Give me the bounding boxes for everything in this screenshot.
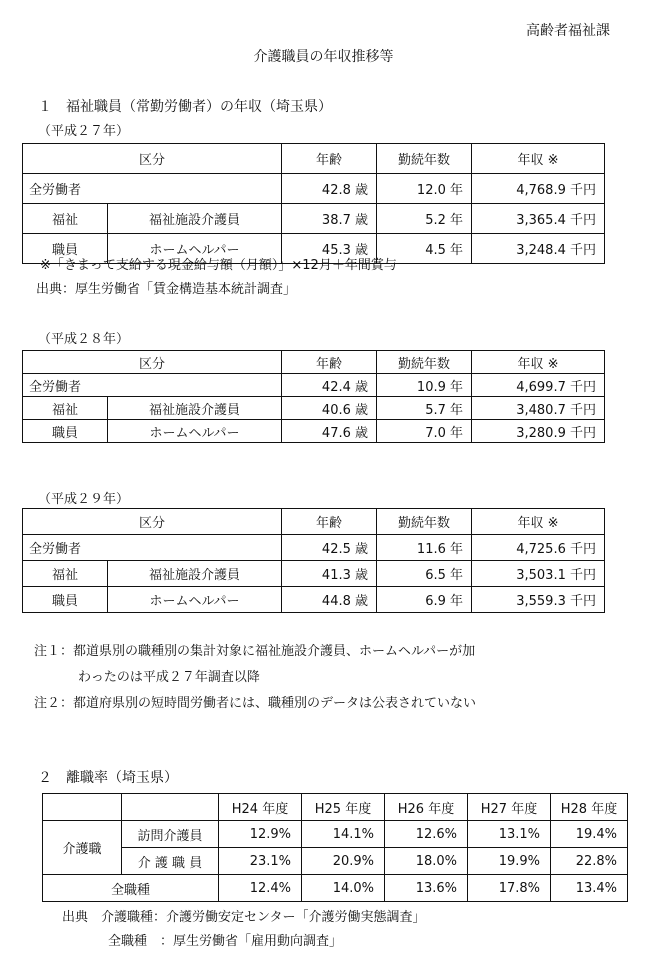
group-label: 福祉 bbox=[23, 397, 108, 420]
header-income: 年収 ※ bbox=[472, 144, 605, 174]
group-label: 職員 bbox=[23, 420, 108, 443]
income-cell: 4,725.6 千円 bbox=[472, 535, 605, 561]
table-row bbox=[23, 561, 605, 587]
year-header: H25 年度 bbox=[302, 794, 385, 821]
age-cell: 47.6 歳 bbox=[282, 420, 377, 443]
header-income: 年収 ※ bbox=[472, 509, 605, 535]
table-row bbox=[23, 587, 605, 613]
age-cell: 38.7 歳 bbox=[282, 204, 377, 234]
header-age: 年齢 bbox=[282, 509, 377, 535]
tenure-cell: 6.9 年 bbox=[377, 587, 472, 613]
turnover-table bbox=[42, 793, 628, 902]
age-cell: 40.6 歳 bbox=[282, 397, 377, 420]
group-label: 職員 bbox=[23, 587, 108, 613]
table-row bbox=[43, 875, 628, 902]
footnote: ※「きまって支給する現金給与額（月額）」×12月＋年間賞与 bbox=[40, 258, 397, 273]
group-label: 福祉 bbox=[23, 204, 108, 234]
age-cell: 45.3 歳 bbox=[282, 234, 377, 264]
income-cell: 3,559.3 千円 bbox=[472, 587, 605, 613]
header-category: 区分 bbox=[23, 509, 282, 535]
income-cell: 3,248.4 千円 bbox=[472, 234, 605, 264]
header-row bbox=[23, 351, 605, 374]
group-label: 介護職 bbox=[43, 821, 122, 875]
year-header: H27 年度 bbox=[468, 794, 551, 821]
income-cell: 4,699.7 千円 bbox=[472, 374, 605, 397]
header-row bbox=[23, 144, 605, 174]
row-label: 全労働者 bbox=[23, 535, 282, 561]
row-label: 福祉施設介護員 bbox=[108, 397, 282, 420]
header-income: 年収 ※ bbox=[472, 351, 605, 374]
tenure-cell: 7.0 年 bbox=[377, 420, 472, 443]
rate-cell: 19.4% bbox=[551, 821, 628, 848]
row-label: 福祉施設介護員 bbox=[108, 204, 282, 234]
rate-cell: 17.8% bbox=[468, 875, 551, 902]
age-cell: 42.8 歳 bbox=[282, 174, 377, 204]
income-cell: 3,480.7 千円 bbox=[472, 397, 605, 420]
source-note: 出典：厚生労働省「賃金構造基本統計調査」 bbox=[36, 282, 297, 297]
income-table bbox=[22, 508, 605, 613]
income-table bbox=[22, 350, 605, 443]
table-row bbox=[43, 848, 628, 875]
year-label: （平成２９年） bbox=[38, 492, 130, 507]
income-cell: 3,280.9 千円 bbox=[472, 420, 605, 443]
rate-cell: 13.1% bbox=[468, 821, 551, 848]
table-row bbox=[23, 535, 605, 561]
row-label: 全労働者 bbox=[23, 174, 282, 204]
section2-heading: ２ 離職率（埼玉県） bbox=[38, 770, 178, 786]
source-line-1: 出典 介護職種：介護労働安定センター「介護労働実態調査」 bbox=[62, 910, 426, 925]
header-blank bbox=[122, 794, 219, 821]
row-label: 訪問介護員 bbox=[122, 821, 219, 848]
rate-cell: 23.1% bbox=[219, 848, 302, 875]
row-label: ホームヘルパー bbox=[108, 420, 282, 443]
year-label: （平成２８年） bbox=[38, 332, 130, 347]
rate-cell: 18.0% bbox=[385, 848, 468, 875]
tenure-cell: 6.5 年 bbox=[377, 561, 472, 587]
row-label: 介 護 職 員 bbox=[122, 848, 219, 875]
rate-cell: 20.9% bbox=[302, 848, 385, 875]
rate-cell: 13.6% bbox=[385, 875, 468, 902]
table-row bbox=[23, 174, 605, 204]
income-table bbox=[22, 143, 605, 264]
row-label: ホームヘルパー bbox=[108, 587, 282, 613]
tenure-cell: 5.7 年 bbox=[377, 397, 472, 420]
header-tenure: 勤続年数 bbox=[377, 509, 472, 535]
year-label: （平成２７年） bbox=[38, 124, 130, 139]
row-label: ホームヘルパー bbox=[108, 234, 282, 264]
page-title: 介護職員の年収推移等 bbox=[253, 49, 394, 65]
year-header: H26 年度 bbox=[385, 794, 468, 821]
row-label: 全労働者 bbox=[23, 374, 282, 397]
table-row bbox=[23, 397, 605, 420]
note-2: 注２：都道府県別の短時間労働者には、職種別のデータは公表されていない bbox=[34, 696, 477, 711]
header-tenure: 勤続年数 bbox=[377, 351, 472, 374]
row-label: 福祉施設介護員 bbox=[108, 561, 282, 587]
tenure-cell: 5.2 年 bbox=[377, 204, 472, 234]
tenure-cell: 12.0 年 bbox=[377, 174, 472, 204]
table-row bbox=[43, 821, 628, 848]
header-tenure: 勤続年数 bbox=[377, 144, 472, 174]
source-line-2: 全職種 ：厚生労働省「雇用動向調査」 bbox=[108, 934, 343, 949]
table-row bbox=[23, 420, 605, 443]
rate-cell: 12.4% bbox=[219, 875, 302, 902]
age-cell: 42.5 歳 bbox=[282, 535, 377, 561]
row-label: 全職種 bbox=[43, 875, 219, 902]
header-age: 年齢 bbox=[282, 351, 377, 374]
header-row bbox=[23, 509, 605, 535]
header-blank bbox=[43, 794, 122, 821]
note-1-line-2: わったのは平成２７年調査以降 bbox=[78, 670, 260, 685]
tenure-cell: 4.5 年 bbox=[377, 234, 472, 264]
department-name: 高齢者福祉課 bbox=[526, 23, 610, 39]
header-age: 年齢 bbox=[282, 144, 377, 174]
income-cell: 3,503.1 千円 bbox=[472, 561, 605, 587]
group-label: 職員 bbox=[23, 234, 108, 264]
table-row bbox=[23, 374, 605, 397]
tenure-cell: 11.6 年 bbox=[377, 535, 472, 561]
rate-cell: 12.9% bbox=[219, 821, 302, 848]
age-cell: 44.8 歳 bbox=[282, 587, 377, 613]
group-label: 福祉 bbox=[23, 561, 108, 587]
rate-cell: 22.8% bbox=[551, 848, 628, 875]
tenure-cell: 10.9 年 bbox=[377, 374, 472, 397]
income-cell: 3,365.4 千円 bbox=[472, 204, 605, 234]
header-category: 区分 bbox=[23, 351, 282, 374]
year-header: H28 年度 bbox=[551, 794, 628, 821]
rate-cell: 12.6% bbox=[385, 821, 468, 848]
rate-cell: 19.9% bbox=[468, 848, 551, 875]
age-cell: 41.3 歳 bbox=[282, 561, 377, 587]
income-cell: 4,768.9 千円 bbox=[472, 174, 605, 204]
table-row bbox=[23, 204, 605, 234]
note-1-line-1: 注１：都道県別の職種別の集計対象に福祉施設介護員、ホームヘルパーが加 bbox=[34, 644, 476, 659]
turnover-header-row bbox=[43, 794, 628, 821]
year-header: H24 年度 bbox=[219, 794, 302, 821]
header-category: 区分 bbox=[23, 144, 282, 174]
rate-cell: 14.1% bbox=[302, 821, 385, 848]
age-cell: 42.4 歳 bbox=[282, 374, 377, 397]
rate-cell: 14.0% bbox=[302, 875, 385, 902]
rate-cell: 13.4% bbox=[551, 875, 628, 902]
section1-heading: １ 福祉職員（常勤労働者）の年収（埼玉県） bbox=[38, 99, 332, 115]
